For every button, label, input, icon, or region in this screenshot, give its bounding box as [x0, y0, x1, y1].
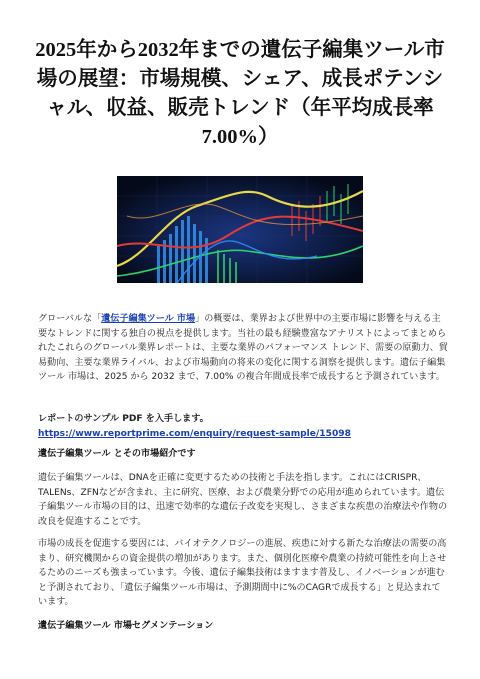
section-heading-intro: 遺伝子編集ツール とその市場紹介です — [38, 449, 196, 459]
section-heading-segmentation: 遺伝子編集ツール 市場セグメンテーション — [38, 621, 214, 631]
document-title: 2025年から2032年までの遺伝子編集ツール市場の展望：市場規模、シェア、成長ポテンシャル、収益、販売トレンド（年平均成長率 7.00%） — [35, 39, 445, 148]
sample-link[interactable]: https://www.reportprime.com/enquiry/request-sample/15098 — [38, 428, 351, 439]
intro-prefix: グローバルな「 — [38, 314, 102, 324]
definition-paragraph: 遺伝子編集ツールは、DNAを正確に変更するための技術と手法を指します。これにはCRISPR、TALENs、ZFNなどが含まれ、主に研究、医療、および農業分野での応用が進められています。遺伝子編集ツール市場の目的は、迅速で効率的な遺伝子改変を実現し、さまざまな疾患の治療法や作物の改良を促進することです。 — [38, 473, 448, 527]
financial-chart-image — [117, 176, 363, 283]
sample-request — [38, 412, 448, 441]
growth-paragraph: 市場の成長を促進する要因には、バイオテクノロジーの進展、疾患に対する新たな治療法の需要の高まり、研究機関からの資金提供の増加があります。また、個別化医療や農業の持続可能性を向上させるためのニーズも強まっています。今後、遺伝子編集技術はますます普及し、イノベーションが進むと予測されており、「遺伝子編集ツール市場は、予測期間中に%のCAGRで成長する」と見込まれています。 — [38, 539, 447, 608]
intro-suffix: 」の概要は、業界および世界中の主要市場に影響を与える主要なトレンドに関する独自の視点を提供します。当社の最も経験豊富なアナリストによってまとめられたこれらのグローバル業界レポートは、主要な業界のパフォーマンス トレンド、需要の原動力、貿易動向、主要な業界ライバル、および市場動向の将来の変化に関する洞察を提供します。遺伝子編集ツール 市場は、2025 から 2032 まで、7.00% の複合年間成長率で成長すると予測されています。 — [38, 314, 448, 383]
intro-paragraph — [38, 312, 448, 385]
sample-label: レポートのサンプル PDF を入手します。 — [38, 414, 209, 424]
market-link[interactable]: 遺伝子編集ツール 市場 — [101, 314, 196, 324]
